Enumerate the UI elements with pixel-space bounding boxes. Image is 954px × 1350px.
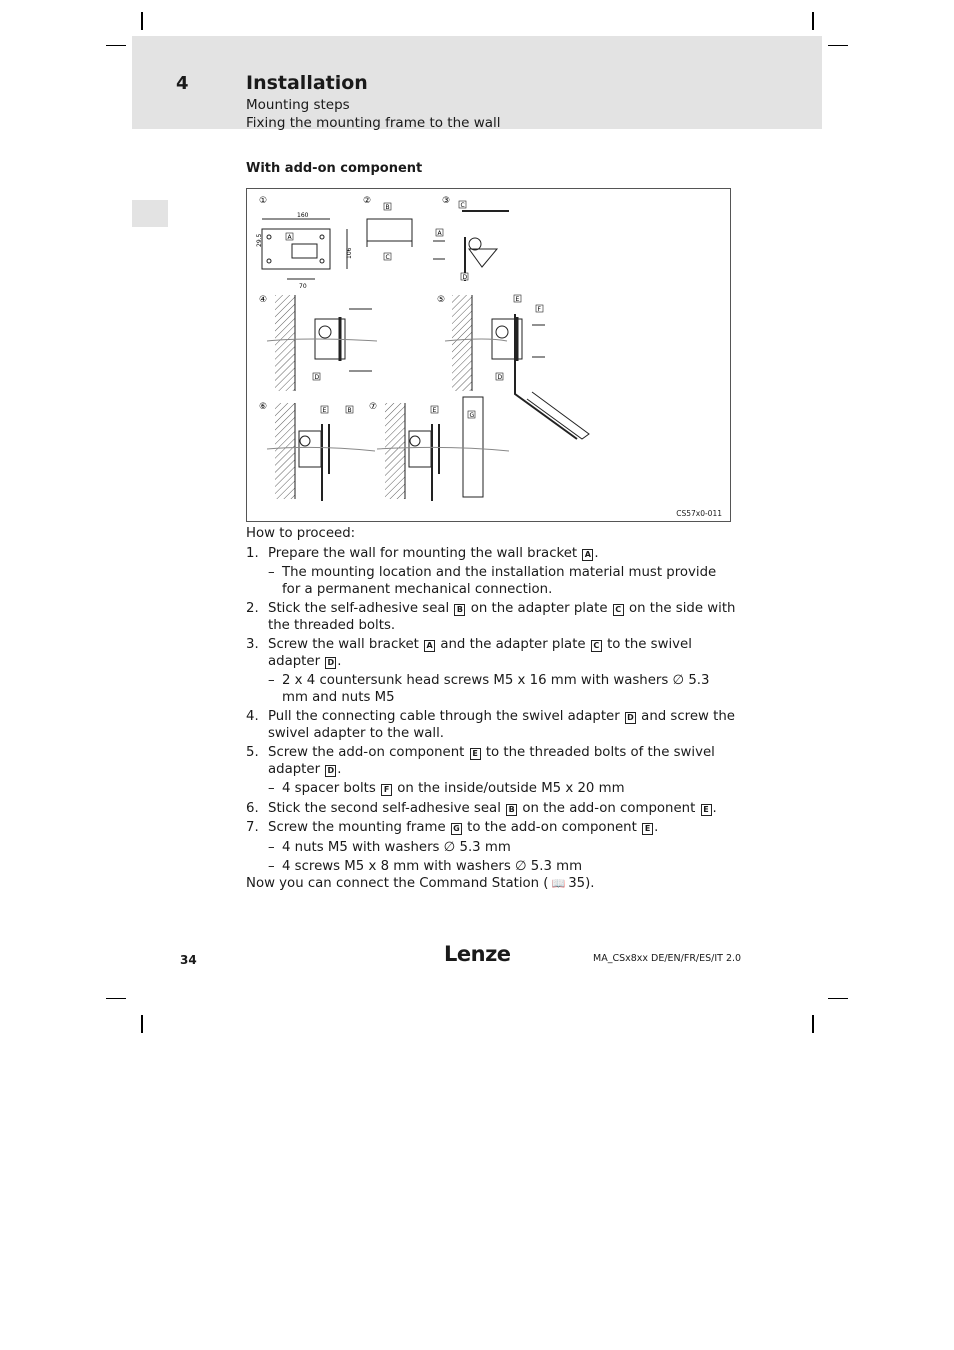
step-4 bbox=[246, 709, 736, 742]
document-code: MA_CSx8xx DE/EN/FR/ES/IT 2.0 bbox=[593, 953, 742, 964]
part-label-b: B bbox=[506, 804, 517, 816]
step-5-note bbox=[246, 781, 736, 798]
step-3 bbox=[246, 637, 736, 670]
crop-mark bbox=[828, 998, 848, 999]
crop-mark bbox=[106, 998, 126, 999]
part-label-d: D bbox=[625, 712, 636, 724]
subtitle-fixing-frame: Fixing the mounting frame to the wall bbox=[246, 115, 501, 131]
part-label-c: C bbox=[613, 604, 624, 616]
subtitle-mounting-steps: Mounting steps bbox=[246, 97, 350, 113]
intro-text: How to proceed: bbox=[246, 526, 356, 541]
part-label-d: D bbox=[325, 765, 336, 777]
step-number: 1. bbox=[246, 545, 259, 561]
note-text: 4 nuts M5 with washers ∅ 5.3 mm bbox=[282, 839, 511, 855]
part-label: E bbox=[432, 407, 437, 414]
dimension-label: 29.5 bbox=[256, 233, 263, 247]
part-label: A bbox=[437, 230, 442, 237]
dimension-label: 160 bbox=[297, 212, 309, 219]
note-text: The mounting location and the installation material must provide for a permanent mechanical connection. bbox=[282, 565, 717, 597]
step-3-note bbox=[246, 673, 736, 706]
part-label-e: E bbox=[470, 748, 481, 760]
part-label: D bbox=[462, 274, 468, 281]
step-text: to the swivel adapter bbox=[268, 637, 692, 669]
step-text: on the add-on component bbox=[522, 800, 696, 816]
part-label-a: A bbox=[424, 640, 435, 652]
step-text: . bbox=[337, 761, 342, 777]
step-number: 2. bbox=[246, 601, 259, 616]
part-label-e: E bbox=[642, 823, 653, 835]
dash-bullet: – bbox=[268, 673, 275, 688]
part-label: B bbox=[347, 407, 352, 414]
dash-bullet: – bbox=[268, 781, 275, 796]
step-text: and the adapter plate bbox=[440, 637, 586, 652]
part-label-b: B bbox=[454, 604, 465, 616]
mounting-figure bbox=[246, 188, 731, 522]
crop-mark bbox=[812, 1015, 814, 1033]
part-label-a: A bbox=[582, 549, 593, 561]
step-7-note-1 bbox=[246, 840, 736, 857]
step-number: 5. bbox=[246, 745, 259, 760]
step-marker: ② bbox=[363, 196, 372, 206]
step-text: . bbox=[594, 545, 599, 561]
dimension-label: 106 bbox=[346, 247, 353, 259]
crop-mark bbox=[828, 45, 848, 46]
instructions bbox=[246, 526, 736, 892]
dimension-label: 70 bbox=[299, 283, 307, 290]
step-1-note bbox=[246, 565, 736, 598]
part-label: G bbox=[469, 412, 475, 419]
part-label: E bbox=[515, 296, 520, 303]
closing-text-part: Now you can connect the Command Station ( bbox=[246, 875, 549, 891]
step-text: Stick the self-adhesive seal bbox=[268, 601, 450, 616]
step-text: Stick the second self-adhesive seal bbox=[268, 800, 501, 816]
page-number: 34 bbox=[180, 953, 197, 967]
step-marker: ① bbox=[259, 196, 268, 206]
step-text: on the side with the threaded bolts. bbox=[268, 601, 736, 633]
part-label: D bbox=[314, 374, 320, 381]
dash-bullet: – bbox=[268, 565, 275, 580]
chapter-title: Installation bbox=[246, 72, 368, 94]
step-text: Screw the mounting frame bbox=[268, 820, 446, 835]
part-label: B bbox=[385, 204, 390, 211]
step-marker: ⑦ bbox=[369, 402, 378, 412]
step-text: to the threaded bolts of the swivel adapter bbox=[268, 745, 715, 777]
part-label: E bbox=[322, 407, 327, 414]
part-label-g: G bbox=[451, 823, 462, 835]
step-text: . bbox=[712, 800, 717, 816]
part-label: C bbox=[460, 202, 465, 209]
side-tab-marker bbox=[132, 200, 168, 227]
lenze-logo: Lenze bbox=[444, 942, 511, 966]
figure-code: CS57x0-011 bbox=[676, 509, 722, 518]
part-label-f: F bbox=[381, 784, 392, 796]
part-label-c: C bbox=[591, 640, 602, 652]
dash-bullet: – bbox=[268, 859, 275, 874]
part-label: C bbox=[385, 254, 390, 261]
step-number: 4. bbox=[246, 709, 259, 724]
crop-mark bbox=[812, 12, 814, 30]
closing-text bbox=[246, 876, 736, 893]
crop-mark bbox=[141, 1015, 143, 1033]
dash-bullet: – bbox=[268, 839, 275, 855]
step-text: on the adapter plate bbox=[470, 601, 608, 616]
step-7-note-2 bbox=[246, 859, 736, 876]
page-reference-link[interactable]: 35). bbox=[568, 875, 595, 891]
step-text: . bbox=[654, 820, 659, 835]
step-marker: ⑥ bbox=[259, 402, 268, 412]
step-2 bbox=[246, 601, 736, 634]
step-6 bbox=[246, 801, 736, 818]
note-text: 4 screws M5 x 8 mm with washers ∅ 5.3 mm bbox=[282, 859, 583, 874]
part-label: A bbox=[287, 234, 292, 241]
part-label-e: E bbox=[701, 804, 712, 816]
step-text: Screw the add-on component bbox=[268, 745, 465, 760]
part-label-d: D bbox=[325, 657, 336, 669]
section-heading: With add-on component bbox=[246, 161, 423, 176]
note-text: on the inside/outside M5 x 20 mm bbox=[397, 781, 625, 796]
step-5 bbox=[246, 745, 736, 778]
step-marker: ④ bbox=[259, 295, 268, 305]
part-label: D bbox=[497, 374, 503, 381]
step-number: 3. bbox=[246, 637, 259, 652]
crop-mark bbox=[106, 45, 126, 46]
step-text: to the add-on component bbox=[467, 820, 637, 835]
step-marker: ③ bbox=[442, 196, 451, 206]
crop-mark bbox=[141, 12, 143, 30]
part-label: F bbox=[537, 306, 541, 313]
step-text: and screw the swivel adapter to the wall. bbox=[268, 709, 735, 741]
step-text: Prepare the wall for mounting the wall bracket bbox=[268, 545, 578, 561]
chapter-number: 4 bbox=[176, 73, 189, 94]
step-1 bbox=[246, 546, 736, 563]
step-number: 7. bbox=[246, 820, 259, 835]
step-7 bbox=[246, 820, 736, 837]
step-text: Screw the wall bracket bbox=[268, 637, 419, 652]
step-marker: ⑤ bbox=[437, 295, 446, 305]
step-text: . bbox=[337, 653, 342, 669]
step-text: Pull the connecting cable through the swivel adapter bbox=[268, 709, 620, 724]
step-number: 6. bbox=[246, 800, 259, 816]
mounting-illustration bbox=[247, 189, 732, 523]
note-text: 4 spacer bolts bbox=[282, 781, 376, 796]
note-text: 2 x 4 countersunk head screws M5 x 16 mm with washers ∅ 5.3 mm and nuts M5 bbox=[282, 673, 710, 705]
book-icon: 📖 bbox=[551, 876, 566, 890]
